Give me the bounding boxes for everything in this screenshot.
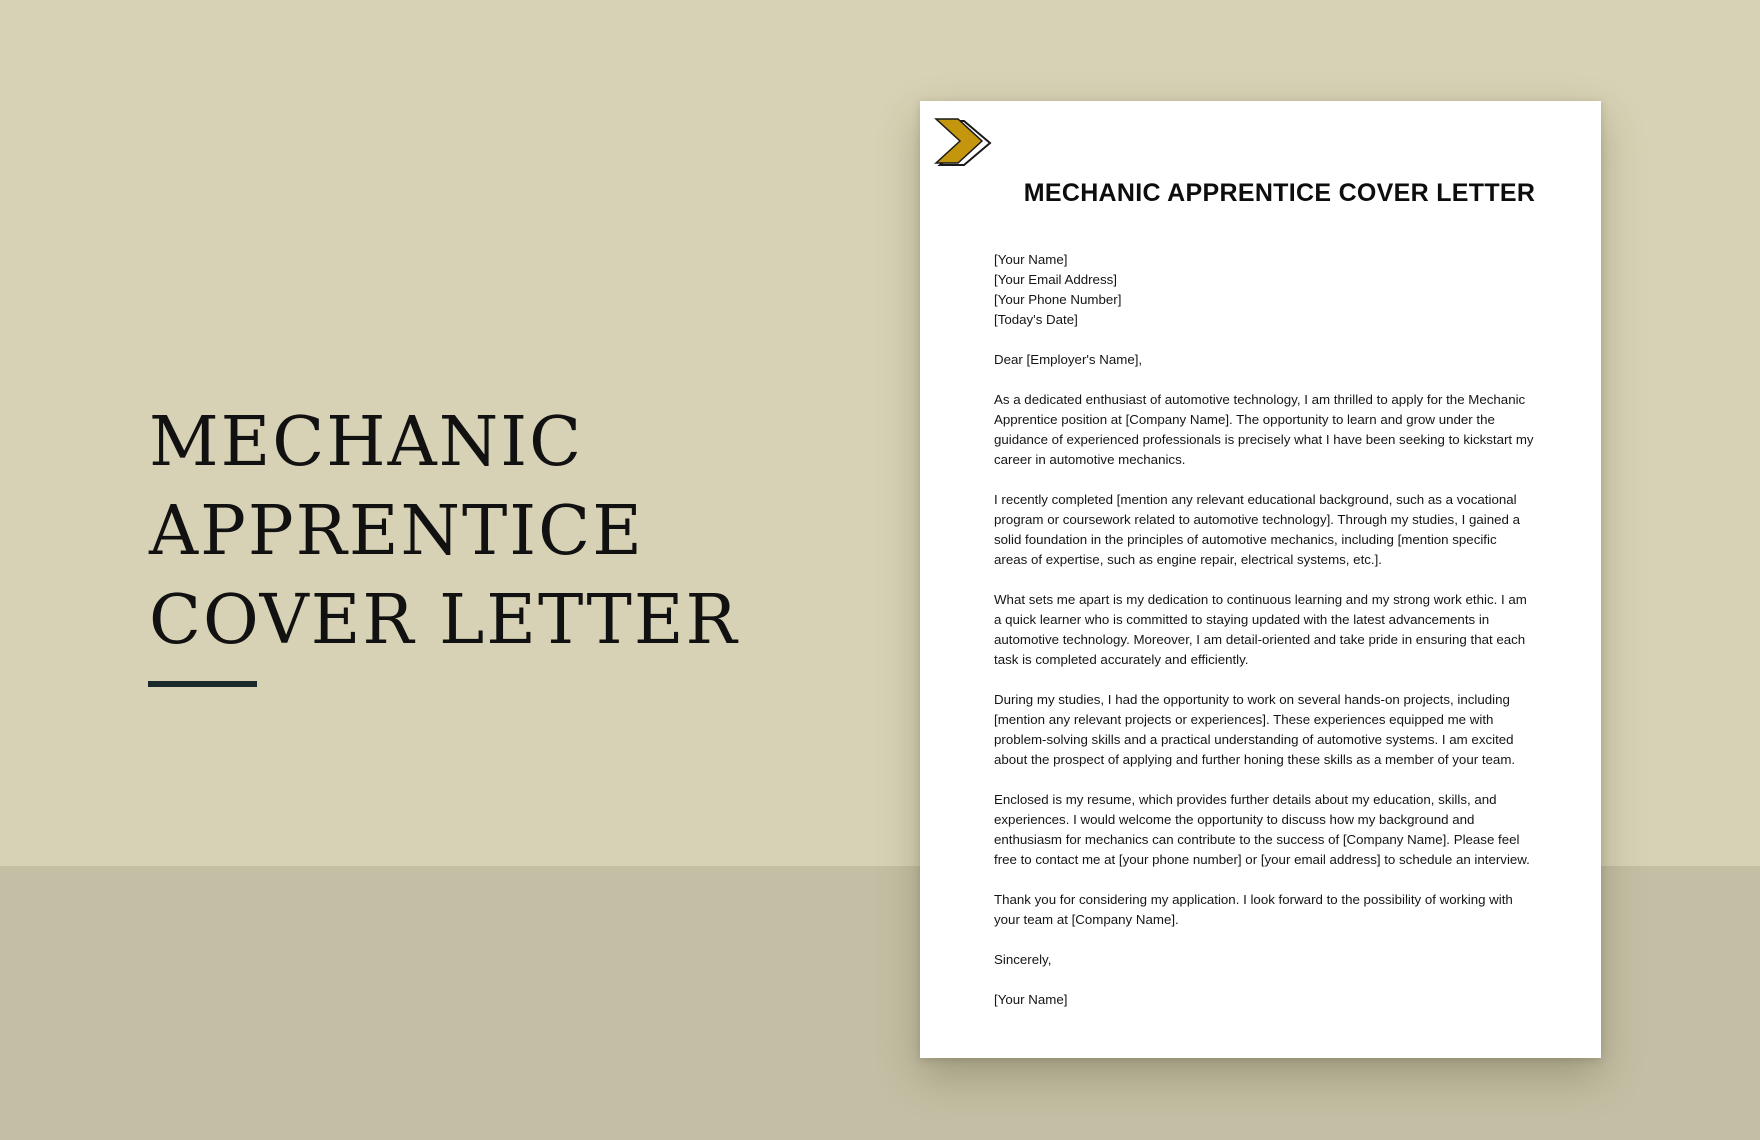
paragraph-line: a quick learner who is committed to staying updated with the latest advancements in — [994, 612, 1490, 627]
salutation — [994, 350, 1554, 370]
paragraph-line: free to contact me at [your phone number] or [your email address] to schedule an interview. — [994, 852, 1530, 867]
paragraph-line: experiences. I would welcome the opportunity to discuss how my background and — [994, 812, 1475, 827]
signature-name: [Your Name] — [994, 992, 1068, 1007]
chevron-arrow-icon — [934, 115, 994, 171]
sender-phone: [Your Phone Number] — [994, 292, 1122, 307]
sender-name: [Your Name] — [994, 252, 1068, 267]
hero-title-line: APPRENTICE — [149, 492, 644, 571]
paragraph-line: about the prospect of applying and further honing these skills as a member of your team. — [994, 752, 1516, 767]
paragraph-line: enthusiasm for mechanics can contribute to the success of [Company Name]. Please feel — [994, 832, 1520, 847]
sender-email: [Your Email Address] — [994, 272, 1117, 287]
paragraph-line: Enclosed is my resume, which provides further details about my education, skills, and — [994, 792, 1497, 807]
signature — [994, 990, 1554, 1010]
paragraph-line: program or coursework related to automotive technology]. Through my studies, I gained a — [994, 512, 1520, 527]
paragraph-line: Thank you for considering my application. I look forward to the possibility of working with — [994, 892, 1513, 907]
paragraph-line: [mention any relevant projects or experiences]. These experiences equipped me with — [994, 712, 1494, 727]
paragraph-education — [994, 490, 1554, 570]
paragraph-line: areas of expertise, such as engine repair, electrical systems, etc.]. — [994, 552, 1383, 567]
paragraph-line: I recently completed [mention any relevant educational background, such as a vocational — [994, 492, 1517, 507]
cover-letter-document — [920, 101, 1601, 1058]
paragraph-line: guidance of experienced professionals is precisely what I have been seeking to kickstart my — [994, 432, 1534, 447]
paragraph-line: problem-solving skills and a practical understanding of automotive systems. I am excited — [994, 732, 1514, 747]
paragraph-line: career in automotive mechanics. — [994, 452, 1186, 467]
paragraph-line: your team at [Company Name]. — [994, 912, 1179, 927]
letter-date: [Today's Date] — [994, 312, 1078, 327]
salutation-line: Dear [Employer's Name], — [994, 352, 1143, 367]
hero-title-line: MECHANIC — [149, 403, 584, 482]
paragraph-line: During my studies, I had the opportunity to work on several hands-on projects, including — [994, 692, 1510, 707]
letter-body — [994, 250, 1554, 1030]
paragraph-line: task is completed accurately and efficiently. — [994, 652, 1249, 667]
sender-info — [994, 250, 1554, 330]
hero-underline — [148, 681, 257, 687]
closing-line: Sincerely, — [994, 952, 1052, 967]
paragraph-strengths — [994, 590, 1554, 670]
paragraph-enclosure — [994, 790, 1554, 870]
hero-title — [149, 398, 769, 665]
paragraph-line: What sets me apart is my dedication to continuous learning and my strong work ethic. I am — [994, 592, 1527, 607]
document-title: MECHANIC APPRENTICE COVER LETTER — [1023, 179, 1536, 207]
paragraph-line: As a dedicated enthusiast of automotive technology, I am thrilled to apply for the Mechanic — [994, 392, 1526, 407]
paragraph-intro — [994, 390, 1554, 470]
hero-title-line: COVER LETTER — [149, 581, 739, 660]
closing — [994, 950, 1554, 970]
paragraph-experience — [994, 690, 1554, 770]
paragraph-thanks — [994, 890, 1554, 930]
paragraph-line: Apprentice position at [Company Name]. The opportunity to learn and grow under the — [994, 412, 1495, 427]
paragraph-line: solid foundation in the principles of automotive mechanics, including [mention specific — [994, 532, 1497, 547]
paragraph-line: automotive technology. Moreover, I am detail-oriented and take pride in ensuring that each — [994, 632, 1526, 647]
